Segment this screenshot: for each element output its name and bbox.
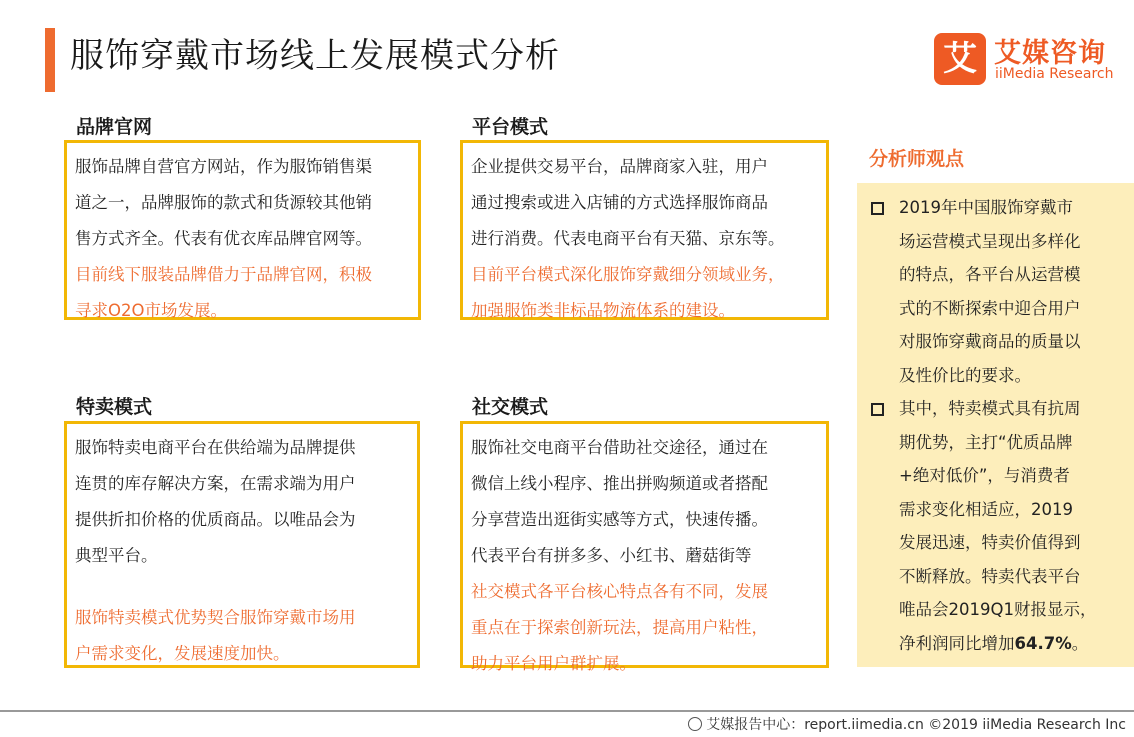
analyst-line: 其中，特卖模式具有抗周: [899, 399, 1081, 418]
logo-mark-icon: 艾: [934, 33, 986, 85]
platform-line: 进行消费。代表电商平台有天猫、京东等。: [471, 229, 785, 248]
social-highlight-line: 重点在于探索创新玩法，提高用户粘性，: [471, 618, 768, 637]
analyst-line: 对服饰穿戴商品的质量以: [899, 332, 1081, 351]
flash-sale-line: 服饰特卖电商平台在供给端为品牌提供: [75, 438, 356, 457]
analyst-line: 场运营模式呈现出多样化: [899, 231, 1081, 251]
platform-line: 通过搜索或进入店铺的方式选择服饰商品: [471, 193, 768, 212]
section-heading-platform: 平台模式: [472, 116, 549, 138]
spacer: [75, 574, 411, 600]
page-title: 服饰穿戴市场线上发展模式分析: [70, 36, 560, 76]
analyst-line: 需求变化相适应，2019: [899, 499, 1073, 519]
bullet-square-icon: [871, 202, 884, 215]
social-highlight-line: 社交模式各平台核心特点各有不同，发展: [471, 582, 768, 601]
flash-sale-line: 典型平台。: [75, 546, 158, 565]
footer-text: 艾媒报告中心：report.iimedia.cn ©2019 iiMedia Research Inc: [706, 717, 1126, 733]
social-line: 分享营造出逛街实感等方式，快速传播。: [471, 510, 768, 529]
bullet-square-icon: [871, 403, 884, 416]
analyst-bullet-2: [867, 392, 1124, 660]
analyst-line: 期优势，主打“优质品牌: [899, 432, 1073, 452]
analyst-bullet-1: [867, 191, 1124, 392]
section-heading-flash-sale: 特卖模式: [76, 396, 153, 418]
footer: [688, 714, 1126, 734]
analyst-line: 式的不断探索中迎合用户: [899, 298, 1081, 318]
highlight-figure: 64.7%: [1014, 633, 1072, 653]
globe-icon: [688, 717, 702, 731]
analyst-line: +绝对低价”，与消费者: [899, 466, 1070, 485]
social-line: 服饰社交电商平台借助社交途径，通过在: [471, 438, 768, 457]
footer-divider: [0, 710, 1134, 712]
brand-line: 服饰品牌自营官方网站，作为服饰销售渠: [75, 157, 372, 176]
analyst-line: 净利润同比增加64.7%。: [899, 633, 1089, 653]
social-line: 代表平台有拼多多、小红书、蘑菇街等: [471, 546, 752, 565]
flash-sale-highlight-line: 户需求变化，发展速度加快。: [75, 644, 290, 663]
analyst-line: 2019年中国服饰穿戴市: [899, 198, 1073, 217]
flash-sale-highlight-line: 服饰特卖模式优势契合服饰穿戴市场用: [75, 608, 356, 627]
brand-highlight-line: 目前线下服装品牌借力于品牌官网，积极: [75, 265, 372, 284]
platform-highlight-line: 目前平台模式深化服饰穿戴细分领域业务，: [471, 265, 785, 284]
brand-line: 售方式齐全。代表有优衣库品牌官网等。: [75, 229, 372, 248]
analyst-title: 分析师观点: [869, 148, 965, 170]
brand-line: 道之一，品牌服饰的款式和货源较其他销: [75, 193, 372, 212]
analyst-line: 的特点，各平台从运营模: [899, 265, 1081, 284]
analyst-line: 唯品会2019Q1财报显示，: [899, 600, 1097, 619]
analyst-line: 发展迅速，特卖价值得到: [899, 533, 1081, 552]
flash-sale-line: 连贯的库存解决方案，在需求端为用户: [75, 474, 356, 493]
social-highlight-line: 助力平台用户群扩展。: [471, 654, 636, 673]
analyst-box: [857, 183, 1134, 667]
title-accent-bar: [45, 28, 55, 92]
flash-sale-line: 提供折扣价格的优质商品。以唯品会为: [75, 510, 356, 529]
platform-box: [460, 140, 829, 320]
section-heading-brand: 品牌官网: [76, 116, 153, 138]
analyst-line: 及性价比的要求。: [899, 365, 1031, 385]
platform-highlight-line: 加强服饰类非标品物流体系的建设。: [471, 301, 735, 320]
brand-highlight-line: 寻求O2O市场发展。: [75, 301, 227, 320]
logo-english-text: iiMedia Research: [995, 66, 1114, 82]
platform-line: 企业提供交易平台，品牌商家入驻，用户: [471, 157, 768, 176]
brand-box: [64, 140, 421, 320]
social-line: 微信上线小程序、推出拼购频道或者搭配: [471, 474, 768, 493]
flash-sale-box: [64, 421, 420, 668]
social-box: [460, 421, 829, 673]
logo-chinese-text: 艾媒咨询: [994, 38, 1106, 69]
section-heading-social: 社交模式: [472, 396, 549, 418]
analyst-line: 不断释放。特卖代表平台: [899, 566, 1081, 586]
